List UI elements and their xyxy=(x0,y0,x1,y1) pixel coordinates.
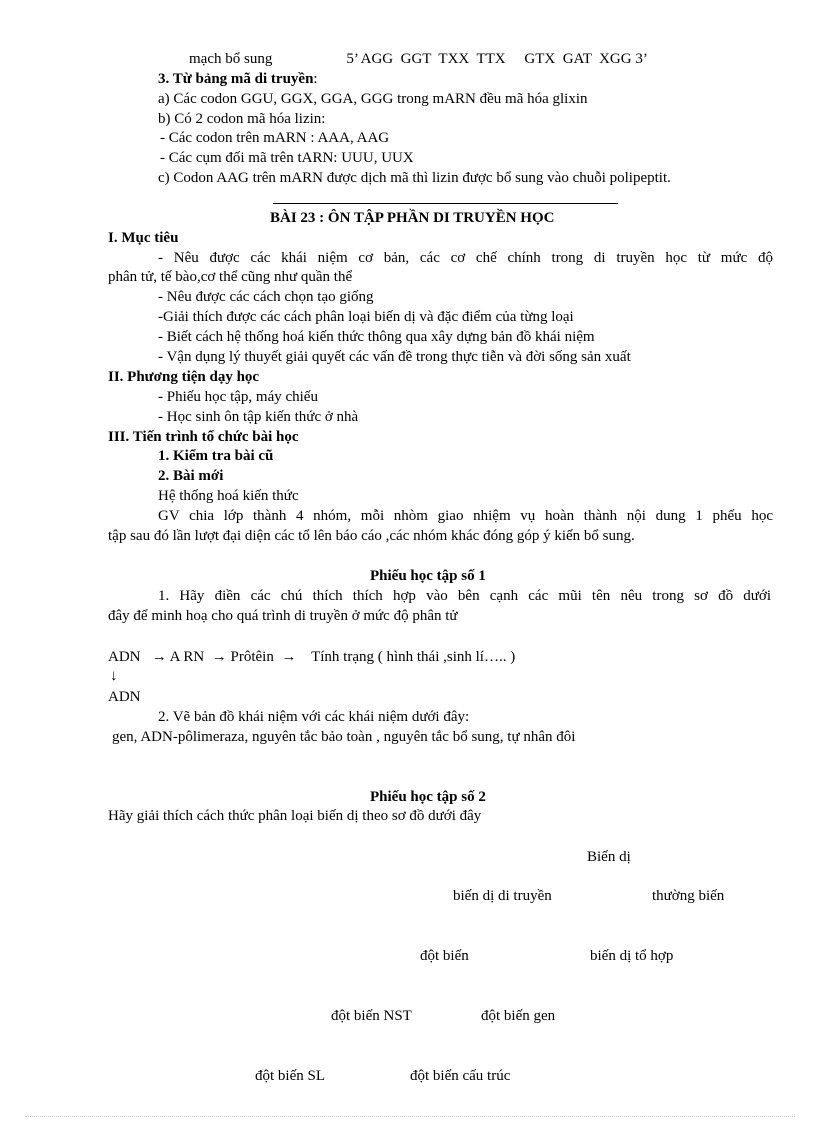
sheet-1-title: Phiếu học tập số 1 xyxy=(370,568,486,584)
tree-l2-right: biến dị tổ hợp xyxy=(590,948,674,964)
step-1: 1. Kiểm tra bài cũ xyxy=(158,448,274,464)
means-1: - Phiếu học tập, máy chiếu xyxy=(158,389,318,405)
sheet-1-question-1-cont: đây để minh hoạ cho quá trình di truyền ở mức độ phân tử xyxy=(108,608,458,624)
section-3-heading-main: III. Tiến trình tổ chức bài học xyxy=(108,429,299,445)
item-b2: - Các cụm đối mã trên tARN: UUU, UUX xyxy=(160,150,414,166)
item-a: a) Các codon GGU, GGX, GGA, GGG trong mARN đều mã hóa glixin xyxy=(158,91,588,107)
item-b: b) Có 2 codon mã hóa lizin: xyxy=(158,111,326,127)
objective-1: - Nêu được các khái niệm cơ bản, các cơ chế chính trong di truyền học từ mức độ xyxy=(158,250,773,266)
concept-list: gen, ADN-pôlimeraza, nguyên tắc bảo toàn , nguyên tắc bổ sung, tự nhân đôi xyxy=(112,729,576,745)
tree-l3-left: đột biến NST xyxy=(331,1008,412,1024)
tree-root: Biến dị xyxy=(587,849,631,865)
down-arrow-icon: ↓ xyxy=(110,668,118,684)
strand-line xyxy=(189,50,648,68)
tree-l2-left: đột biến xyxy=(420,948,469,964)
sheet-1-question-2: 2. Vẽ bản đồ khái niệm với các khái niệm dưới đây: xyxy=(158,709,470,725)
means-2: - Học sinh ôn tập kiến thức ở nhà xyxy=(158,409,359,425)
objective-2: - Nêu được các cách chọn tạo giống xyxy=(158,289,374,305)
strand-label: mạch bổ sung xyxy=(189,51,273,67)
sheet-1-question-1: 1. Hãy điền các chú thích thích hợp vào bên cạnh các mũi tên nêu trong sơ đồ dưới xyxy=(158,588,771,604)
paragraph-2-cont: tập sau đó lần lượt đại diện các tổ lên báo cáo ,các nhóm khác đóng góp ý kiến bổ sung. xyxy=(108,528,635,544)
objective-5: - Vận dụng lý thuyết giải quyết các vấn đề trong thực tiễn và đời sống sản xuất xyxy=(158,349,631,365)
sheet-2-intro: Hãy giải thích cách thức phân loại biến dị theo sơ đồ dưới đây xyxy=(108,808,482,824)
flow-bottom: ADN xyxy=(108,689,141,705)
item-b1: - Các codon trên mARN : AAA, AAG xyxy=(160,130,390,146)
tree-l4-right: đột biến cấu trúc xyxy=(410,1068,511,1084)
objective-3: -Giải thích được các cách phân loại biến dị và đặc điểm của từng loại xyxy=(158,309,574,325)
tree-l4-left: đột biến SL xyxy=(255,1068,325,1084)
strand-sequence: 5’ AGG GGT TXX TTX GTX GAT XGG 3’ xyxy=(346,51,648,67)
sheet-2-title: Phiếu học tập số 2 xyxy=(370,789,486,805)
tree-l1-right: thường biến xyxy=(652,888,725,904)
objective-1-cont: phân tử, tế bào,cơ thể cũng như quần thể xyxy=(108,269,353,285)
paragraph-2: GV chia lớp thành 4 nhóm, mỗi nhòm giao nhiệm vụ hoàn thành nội dung 1 phếu học xyxy=(158,508,773,524)
section-2-heading: II. Phương tiện dạy học xyxy=(108,369,260,385)
tree-l3-right: đột biến gen xyxy=(481,1008,556,1024)
separator-line xyxy=(273,203,618,204)
flow-diagram: ADN → A RN → Prôtêin → Tính trạng ( hình thái ,sinh lí….. ) xyxy=(108,649,516,665)
objective-4: - Biết cách hệ thống hoá kiến thức thông qua xây dựng bản đồ khái niệm xyxy=(158,329,595,345)
paragraph-1: Hệ thống hoá kiến thức xyxy=(158,488,299,504)
page-bottom-border xyxy=(25,1116,795,1117)
section-1-heading: I. Mục tiêu xyxy=(108,230,179,246)
section-3-heading: 3. Từ bảng mã di truyền: xyxy=(158,71,318,87)
tree-l1-left: biến dị di truyền xyxy=(453,888,552,904)
item-c: c) Codon AAG trên mARN được dịch mã thì lizin được bổ sung vào chuỗi polipeptit. xyxy=(158,170,671,186)
step-2: 2. Bài mới xyxy=(158,468,224,484)
lesson-title: BÀI 23 : ÔN TẬP PHẦN DI TRUYỀN HỌC xyxy=(270,210,555,226)
